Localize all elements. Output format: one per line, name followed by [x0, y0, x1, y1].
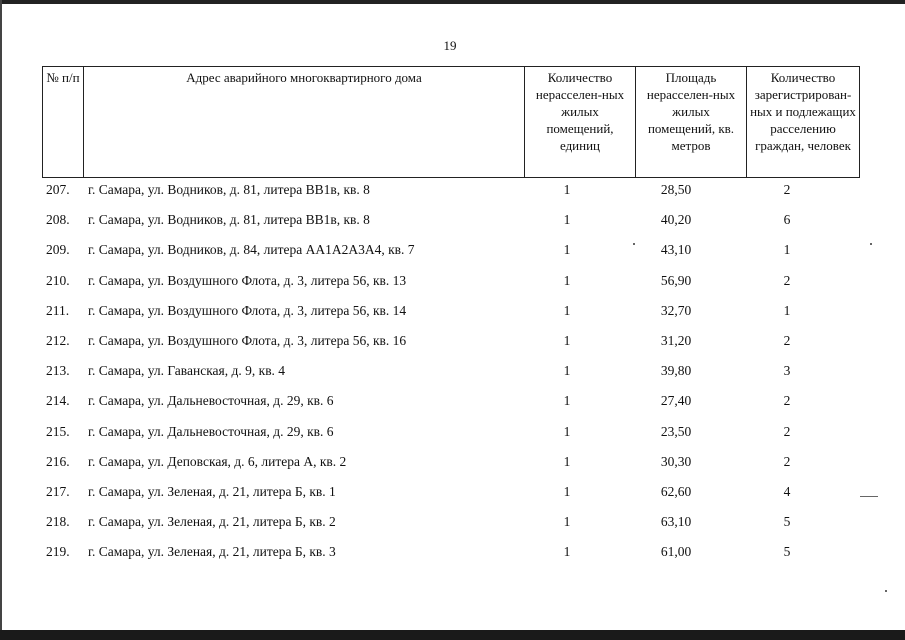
- row-people: 1: [783, 302, 791, 318]
- row-people: 1: [783, 242, 791, 258]
- row-number: 218.: [46, 514, 70, 530]
- table-row: [42, 210, 862, 240]
- table-row: [42, 180, 862, 210]
- scan-speck: [870, 243, 872, 245]
- row-area: 30,30: [660, 453, 692, 469]
- table-row: [42, 301, 862, 331]
- header-address: Адрес аварийного многоквартирного дома: [84, 67, 525, 178]
- row-rooms: 1: [563, 423, 571, 439]
- row-area: 32,70: [660, 302, 692, 318]
- row-area: 63,10: [660, 514, 692, 530]
- row-people: 5: [783, 514, 791, 530]
- row-address: г. Самара, ул. Зеленая, д. 21, литера Б, кв. 2: [88, 514, 336, 530]
- header-num: № п/п: [43, 67, 84, 178]
- row-area: 61,00: [660, 544, 692, 560]
- row-rooms: 1: [563, 453, 571, 469]
- row-address: г. Самара, ул. Водников, д. 81, литера ВВ1в, кв. 8: [88, 212, 370, 228]
- table-row: [42, 422, 862, 452]
- row-rooms: 1: [563, 182, 571, 197]
- row-people: 2: [783, 332, 791, 348]
- row-area: 27,40: [660, 393, 692, 409]
- row-rooms: 1: [563, 332, 571, 348]
- row-address: г. Самара, ул. Водников, д. 84, литера АА1А2А3А4, кв. 7: [88, 242, 415, 258]
- row-rooms: 1: [563, 483, 571, 499]
- table-row: [42, 361, 862, 391]
- table-row: [42, 452, 862, 482]
- row-people: 6: [783, 212, 791, 228]
- row-area: 28,50: [660, 182, 692, 197]
- row-people: 3: [783, 363, 791, 379]
- row-number: 211.: [46, 302, 70, 318]
- row-people: 4: [783, 483, 791, 499]
- table-row: [42, 482, 862, 512]
- row-people: 2: [783, 393, 791, 409]
- row-address: г. Самара, ул. Воздушного Флота, д. 3, литера 56, кв. 16: [88, 332, 407, 348]
- table-row: [42, 271, 862, 301]
- row-address: г. Самара, ул. Деповская, д. 6, литера А, кв. 2: [88, 453, 347, 469]
- row-area: 23,50: [660, 423, 692, 439]
- row-address: г. Самара, ул. Гаванская, д. 9, кв. 4: [88, 363, 286, 379]
- header-area: Площадь нерасселен-ных жилых помещений, кв. метров: [636, 67, 747, 178]
- scan-border-left: [0, 0, 2, 640]
- row-number: 217.: [46, 483, 70, 499]
- row-number: 214.: [46, 393, 70, 409]
- row-area: 39,80: [660, 363, 692, 379]
- row-area: 40,20: [660, 212, 692, 228]
- row-number: 215.: [46, 423, 70, 439]
- row-rooms: 1: [563, 272, 571, 288]
- table-body: [42, 180, 862, 572]
- row-people: 2: [783, 182, 791, 197]
- row-area: 31,20: [660, 332, 692, 348]
- table-row: [42, 240, 862, 270]
- row-rooms: 1: [563, 393, 571, 409]
- row-people: 2: [783, 453, 791, 469]
- row-rooms: 1: [563, 212, 571, 228]
- row-number: 207.: [46, 182, 70, 197]
- row-number: 210.: [46, 272, 70, 288]
- row-people: 5: [783, 544, 791, 560]
- scan-speck: [860, 496, 878, 497]
- row-number: 212.: [46, 332, 70, 348]
- row-rooms: 1: [563, 544, 571, 560]
- table-row: [42, 542, 862, 572]
- row-rooms: 1: [563, 363, 571, 379]
- row-rooms: 1: [563, 242, 571, 258]
- row-address: г. Самара, ул. Воздушного Флота, д. 3, литера 56, кв. 14: [88, 302, 407, 318]
- row-address: г. Самара, ул. Зеленая, д. 21, литера Б, кв. 3: [88, 544, 336, 560]
- row-rooms: 1: [563, 302, 571, 318]
- row-number: 208.: [46, 212, 70, 228]
- row-address: г. Самара, ул. Дальневосточная, д. 29, кв. 6: [88, 423, 334, 439]
- row-area: 56,90: [660, 272, 692, 288]
- row-address: г. Самара, ул. Водников, д. 81, литера ВВ1в, кв. 8: [88, 182, 370, 197]
- row-address: г. Самара, ул. Зеленая, д. 21, литера Б, кв. 1: [88, 483, 336, 499]
- row-rooms: 1: [563, 514, 571, 530]
- header-people: Количество зарегистрирован-ных и подлежащих расселению граждан, человек: [747, 67, 860, 178]
- row-number: 219.: [46, 544, 70, 560]
- row-area: 62,60: [660, 483, 692, 499]
- table-header: [42, 66, 860, 178]
- row-people: 2: [783, 423, 791, 439]
- row-area: 43,10: [660, 242, 692, 258]
- scan-border-bottom: [0, 630, 905, 640]
- scan-speck: [633, 243, 635, 245]
- row-people: 2: [783, 272, 791, 288]
- table-row: [42, 391, 862, 421]
- table-row: [42, 331, 862, 361]
- page-number: 19: [443, 38, 457, 53]
- row-address: г. Самара, ул. Воздушного Флота, д. 3, литера 56, кв. 13: [88, 272, 407, 288]
- row-number: 209.: [46, 242, 70, 258]
- scan-border-top: [0, 0, 905, 4]
- header-rooms: Количество нерасселен-ных жилых помещений, единиц: [525, 67, 636, 178]
- row-address: г. Самара, ул. Дальневосточная, д. 29, кв. 6: [88, 393, 334, 409]
- table-row: [42, 512, 862, 542]
- scan-speck: [885, 590, 887, 592]
- row-number: 216.: [46, 453, 70, 469]
- row-number: 213.: [46, 363, 70, 379]
